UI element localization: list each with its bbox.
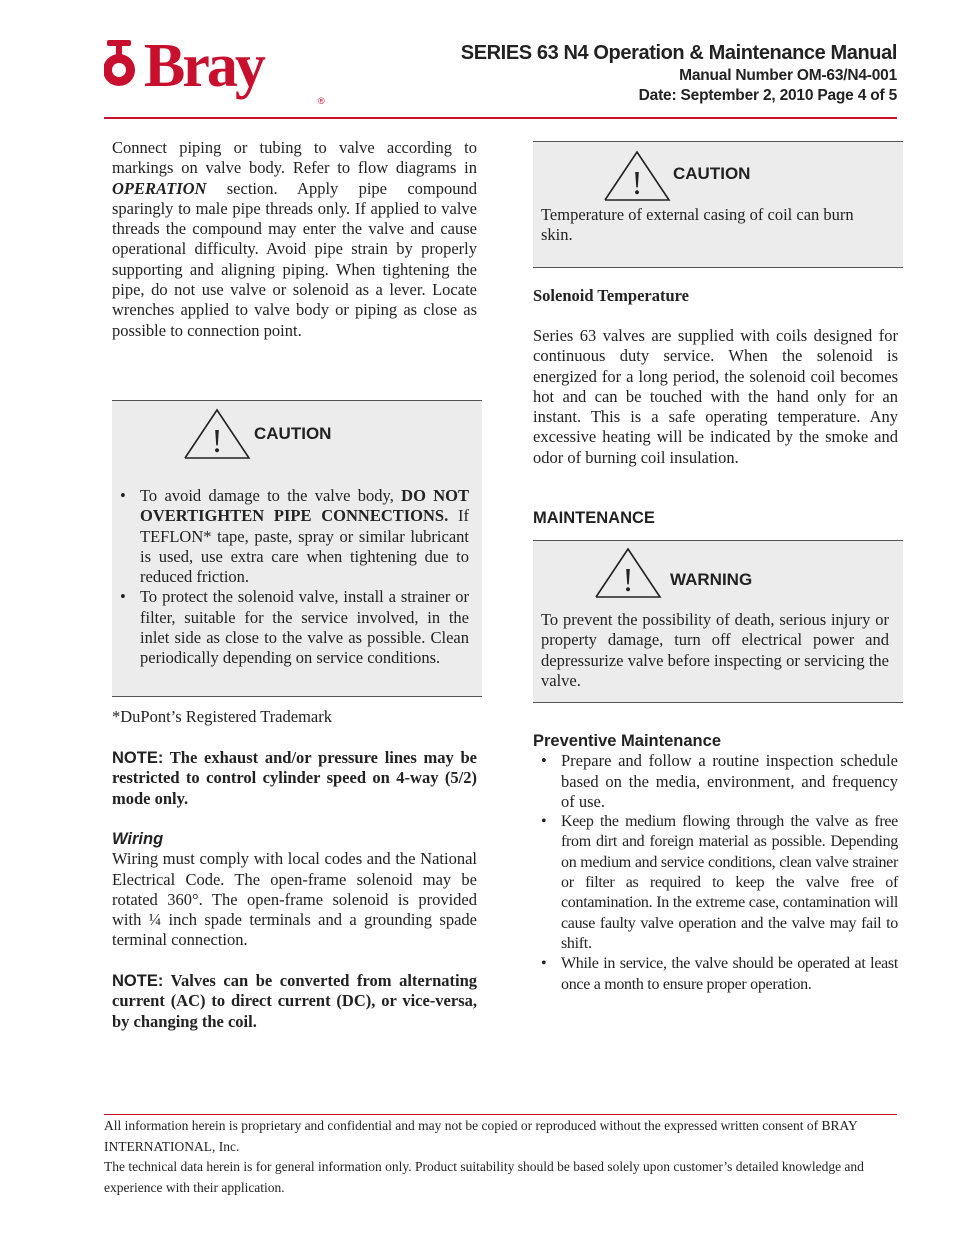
date-page: Date: September 2, 2010 Page 4 of 5 [638,87,897,104]
warning-box [533,540,903,703]
footer-technical: The technical data herein is for general information only. Product suitability should be based solely upon customer’s detailed knowledge and experience with their application. [104,1159,864,1195]
warning-triangle-icon [594,547,662,599]
solenoid-heading: Solenoid Temperature [533,286,690,305]
caution-box-right [533,141,903,268]
bray-logo [104,34,334,106]
svg-text:!: ! [622,562,634,599]
svg-text:®: ® [318,96,325,106]
warning-text: To prevent the possibility of death, serious injury or property damage, turn off electrical power and depressurize valve before inspecting or servicing the valve. [541,610,889,690]
warning-triangle-icon [603,150,671,202]
footer-disclaimer [104,1116,904,1198]
warning-triangle-icon [183,408,251,460]
wiring-section [112,829,477,951]
svg-text:!: ! [631,165,643,202]
document-header [461,40,897,106]
preventive-section [533,731,898,995]
list-item: • While in service, the valve should be operated at least once a month to ensure proper operation. [541,955,898,993]
caution-text: Temperature of external casing of coil can burn skin. [541,205,854,245]
svg-text:!: ! [211,423,223,460]
list-item: • To protect the solenoid valve, install a strainer or filter, suitable for the service involved, in the inlet side as close to the valve as possible. Clean periodically depending on service conditions. [120,587,469,668]
manual-number: Manual Number OM-63/N4-001 [679,67,897,84]
svg-text:Bray: Bray [144,34,263,100]
caution-title: CAUTION [254,424,332,443]
preventive-list [533,751,898,995]
manual-title: SERIES 63 N4 Operation & Maintenance Manual [460,42,897,64]
wiring-text: Wiring must comply with local codes and the National Electrical Code. The open-frame solenoid may be rotated 360°. The open-frame solenoid is provided with ¼ inch spade terminals and a grounding spade terminal connection. [112,849,477,950]
list-item: • Prepare and follow a routine inspection schedule based on the media, environment, and frequency of use. [541,751,898,811]
operation-ref: OPERATION [112,178,207,198]
note-exhaust: NOTE: The exhaust and/or pressure lines may be restricted to control cylinder speed on 4-way (5/2) mode only. [112,748,478,808]
header-rule [104,117,897,119]
caution-title: CAUTION [673,164,751,183]
maintenance-heading: MAINTENANCE [533,509,655,527]
footer-proprietary: All information herein is proprietary and confidential and may not be copied or reproduced without the expressed written consent of BRAY INTERNATIONAL, Inc. [104,1118,858,1154]
warning-title: WARNING [670,570,753,589]
caution-box-left [112,400,482,697]
solenoid-text: Series 63 valves are supplied with coils designed for continuous duty service. When the solenoid is energized for a long period, the solenoid coil becomes hot and can be touched with the hand only for an instant. This is a safe operating temperature. Any excessive heating will be indicated by the smoke and odor of burning coil insulation. [533,326,898,467]
note-coil: NOTE: Valves can be converted from alternating current (AC) to direct current (DC), or vice-versa, by changing the coil. [112,971,478,1031]
preventive-heading: Preventive Maintenance [533,732,721,750]
list-item: • To avoid damage to the valve body, DO NOT OVERTIGHTEN PIPE CONNECTIONS. If TEFLON* tape, paste, spray or similar lubricant is used, use extra care when tightening due to reduced friction. [120,486,469,587]
trademark-note: *DuPont’s Registered Trademark [112,707,332,726]
caution-list [112,486,469,669]
list-item: • Keep the medium flowing through the valve as free from dirt and foreign material as possible. Depending on medium and service conditions, clean valve strainer or filter as required to keep the valve free of contamination. In the extreme case, contamination will cause faulty valve operation and the valve may fail to shift. [541,813,898,952]
intro-paragraph: Connect piping or tubing to valve according to markings on valve body. Refer to flow diagrams in OPERATION section. Apply pipe compound sparingly to male pipe threads only. If applied to valve threads the compound may enter the valve and cause operational difficulty. Avoid pipe strain by properly supporting and aligning piping. When tightening the pipe, do not use valve or solenoid as a lever. Locate wrenches applied to valve body or piping as close as possible to connection point. [112,138,477,340]
wiring-heading: Wiring [112,830,164,848]
footer-rule [104,1114,897,1115]
